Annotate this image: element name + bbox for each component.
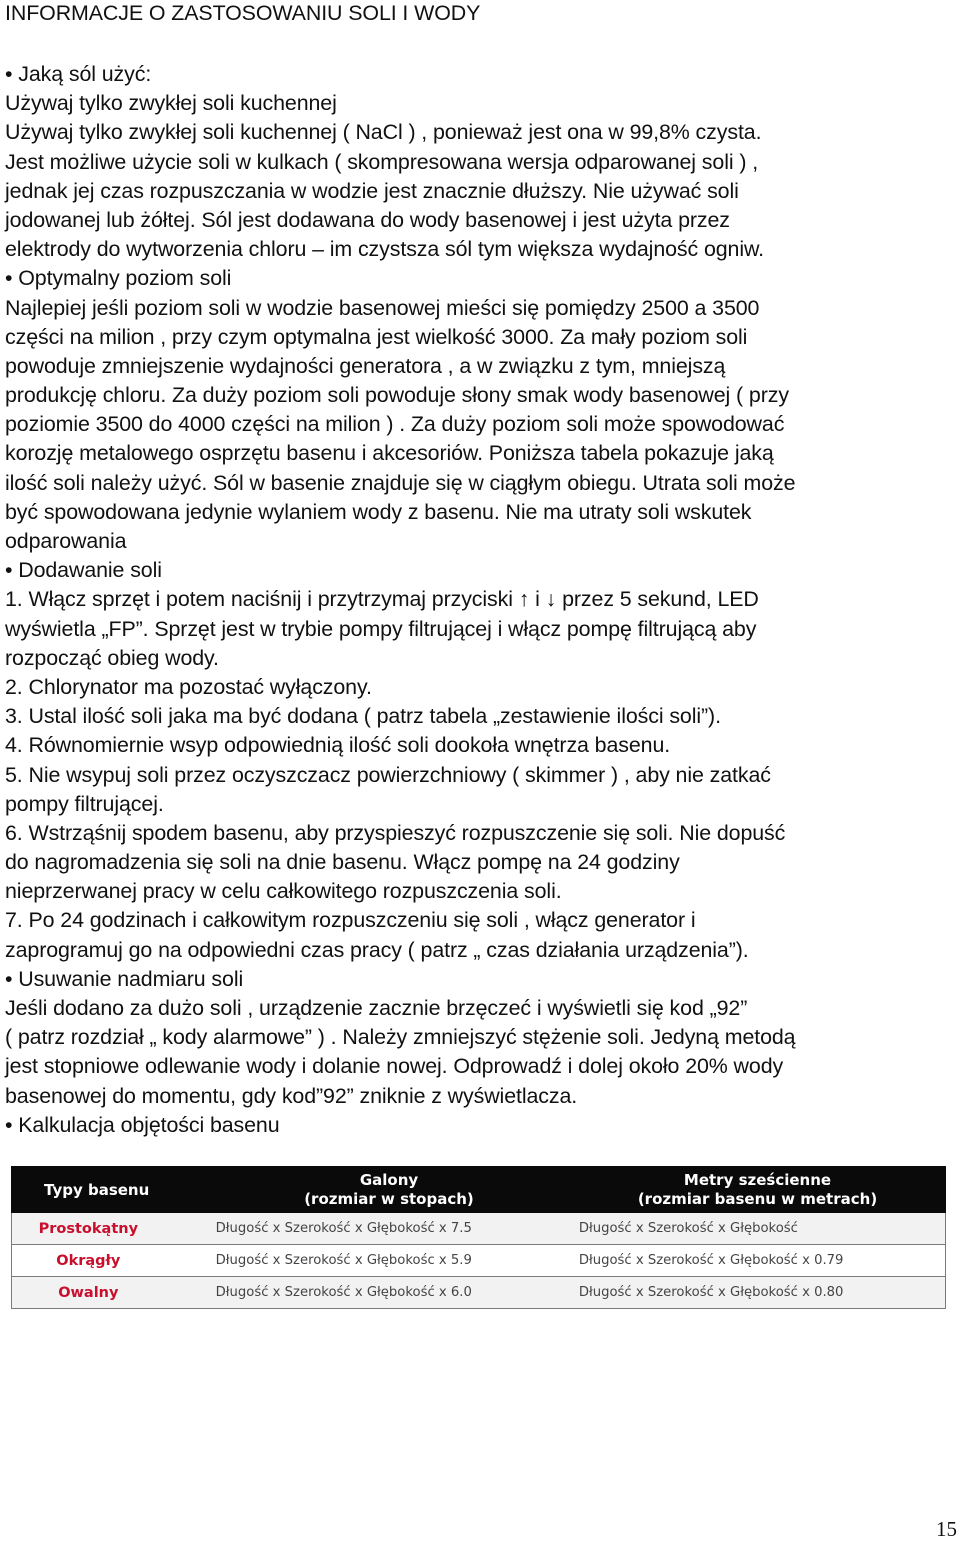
text-line: Jest możliwe użycie soli w kulkach ( skompresowana wersja odparowanej soli ) , [5,149,759,174]
row-cubic: Długość x Szerokość x Głębokość [578,1221,798,1236]
title-spacer [5,26,957,60]
table-row [12,1213,945,1245]
header-cubic [569,1171,946,1209]
text-line: poziomie 3500 do 4000 części na milion ) . Za duży poziom soli może spowodować [5,412,785,437]
text-line: • Kalkulacja objętości basenu [5,1112,280,1137]
table-body [11,1213,946,1309]
text-line: rozpocząć obieg wody. [5,645,219,670]
text-line: ilość soli należy użyć. Sól w basenie znajduje się w ciągłym obiegu. Utrata soli może [5,470,796,495]
text-line: powoduje zmniejszenie wydajności generatora , a w związku z tym, mniejszą [5,353,726,378]
text-line: być spowodowana jedynie wylaniem wody z basenu. Nie ma utraty soli wskutek [5,499,752,524]
text-line: • Optymalny poziom soli [5,266,232,291]
text-line: 4. Równomiernie wsyp odpowiednią ilość soli dookoła wnętrza basenu. [5,733,671,758]
page-title: INFORMACJE O ZASTOSOWANIU SOLI I WODY [5,1,481,25]
text-line: zaprogramuj go na odpowiedni czas pracy ( patrz „ czas działania urządzenia”). [5,937,749,962]
header-gallons-title: Galony [359,1170,419,1189]
text-line: basenowej do momentu, gdy kod”92” zniknie z wyświetlacza. [5,1083,578,1108]
header-cubic-title: Metry sześcienne [683,1170,832,1189]
text-line: jednak jej czas rozpuszczania w wodzie jest znacznie dłuższy. Nie używać soli [5,178,739,203]
row-cubic: Długość x Szerokość x Głębokość x 0.80 [578,1285,844,1300]
table-row [12,1277,945,1309]
text-line: jodowanej lub żółtej. Sól jest dodawana do wody basenowej i jest użyta przez [5,207,730,232]
text-line: Najlepiej jeśli poziom soli w wodzie basenowej mieści się pomiędzy 2500 a 3500 [5,295,760,320]
document-body [5,0,957,1140]
text-line: 1. Włącz sprzęt i potem naciśnij i przytrzymaj przyciski ↑ i ↓ przez 5 sekund, LED [5,587,759,612]
text-line: elektrody do wytworzenia chloru – im czystsza sól tym większa wydajność ogniw. [5,237,764,262]
text-line: 5. Nie wsypuj soli przez oczyszczacz powierzchniowy ( skimmer ) , aby nie zatkać [5,762,771,787]
text-line: do nagromadzenia się soli na dnie basenu. Włącz pompę na 24 godziny [5,850,680,875]
row-type: Prostokątny [38,1220,139,1237]
row-gallons: Długość x Szerokość x Głębokość x 6.0 [215,1285,472,1300]
row-gallons: Długość x Szerokość x Głębokośc x 5.9 [215,1253,472,1268]
text-line: 3. Ustal ilość soli jaka ma być dodana ( patrz tabela „zestawienie ilości soli”). [5,704,721,729]
text-line: 6. Wstrząśnij spodem basenu, aby przyspieszyć rozpuszczenie się soli. Nie dopuść [5,820,786,845]
text-line: • Jaką sól użyć: [5,62,152,86]
text-line: • Dodawanie soli [5,558,162,583]
header-type: Typy basenu [44,1180,150,1199]
text-line: części na milion , przy czym optymalna jest wielkość 3000. Za mały poziom soli [5,324,748,349]
table-row [12,1245,945,1277]
row-gallons: Długość x Szerokość x Głębokość x 7.5 [215,1221,472,1236]
text-line: wyświetla „FP”. Sprzęt jest w trybie pompy filtrującej i włącz pompę filtrującą aby [5,616,757,641]
text-line: 2. Chlorynator ma pozostać wyłączony. [5,674,372,699]
row-type: Owalny [58,1284,119,1301]
text-line: 7. Po 24 godzinach i całkowitym rozpuszczeniu się soli , włącz generator i [5,908,696,933]
header-gallons [209,1171,569,1209]
text-line: ( patrz rozdział „ kody alarmowe” ) . Należy zmniejszyć stężenie soli. Jedyną metodą [5,1025,796,1050]
text-line: • Usuwanie nadmiaru soli [5,966,244,991]
paragraph-lines [5,60,957,1140]
pool-volume-table [11,1166,946,1309]
text-line: Jeśli dodano za dużo soli , urządzenie zacznie brzęczeć i wyświetli się kod „92” [5,996,748,1020]
header-gallons-subtitle: (rozmiar w stopach) [304,1189,474,1208]
text-line: Używaj tylko zwykłej soli kuchennej [5,91,337,116]
row-cubic: Długość x Szerokość x Głębokość x 0.79 [578,1253,844,1268]
text-line: Używaj tylko zwykłej soli kuchennej ( NaCl ) , ponieważ jest ona w 99,8% czysta. [5,120,762,145]
text-line: nieprzerwanej pracy w celu całkowitego rozpuszczenia soli. [5,879,562,904]
row-type: Okrągły [56,1252,121,1269]
table-header [11,1166,946,1213]
text-line: produkcję chloru. Za duży poziom soli powoduje słony smak wody basenowej ( przy [5,383,789,408]
page-number: 15 [936,1517,957,1541]
header-cubic-subtitle: (rozmiar basenu w metrach) [637,1189,878,1208]
text-line: jest stopniowe odlewanie wody i dolanie nowej. Odprowadź i dolej około 20% wody [5,1054,784,1079]
text-line: korozję metalowego osprzętu basenu i akcesoriów. Poniższa tabela pokazuje jaką [5,441,774,466]
text-line: pompy filtrującej. [5,791,164,816]
text-line: odparowania [5,529,127,553]
